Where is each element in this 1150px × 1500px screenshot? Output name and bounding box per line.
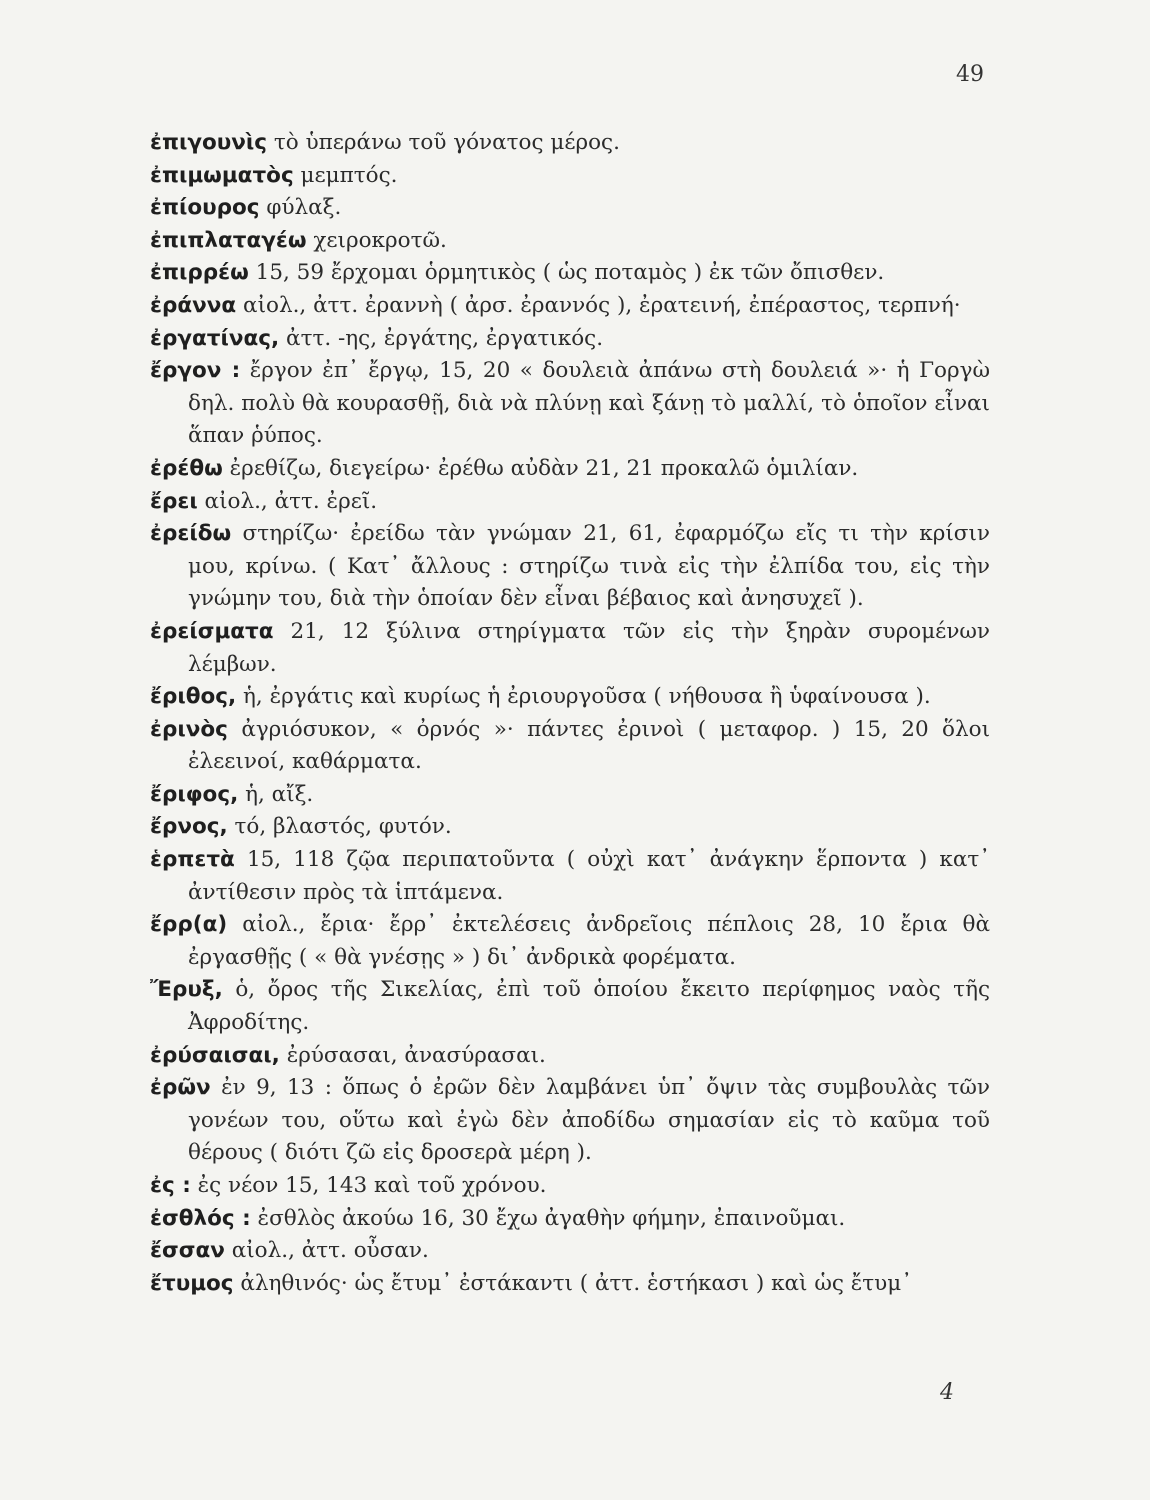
- dictionary-entry: [150, 1235, 990, 1268]
- entry-headword: ἐπιγουνὶς: [150, 130, 268, 155]
- entry-definition: 15, 118 ζῷα περιπατοῦντα ( οὐχὶ κατ᾽ ἀνάγκην ἕρποντα ) κατ᾽ ἀντίθεσιν πρὸς τὰ ἱπτάμενα.: [188, 847, 990, 905]
- dictionary-entry: [150, 1268, 990, 1301]
- dictionary-entries: [150, 127, 990, 1300]
- entry-headword: ἔρει: [150, 488, 198, 514]
- entry-headword: ἑρπετὰ: [150, 847, 235, 873]
- entry-definition: ἐς νέον 15, 143 καὶ τοῦ χρόνου.: [197, 1173, 547, 1198]
- dictionary-entry: [150, 290, 990, 323]
- dictionary-entry: [150, 811, 990, 844]
- entry-headword: ἔτυμος: [150, 1270, 234, 1296]
- entry-headword: ἐρέθω: [150, 455, 223, 481]
- entry-definition: 15, 59 ἔρχομαι ὁρμητικὸς ( ὡς ποταμὸς ) ἐκ τῶν ὄπισθεν.: [255, 260, 885, 286]
- entry-definition: ἐρύσασαι, ἀνασύρασαι.: [286, 1042, 546, 1068]
- entry-headword: Ἔρυξ,: [150, 977, 223, 1003]
- entry-definition: ἐσθλὸς ἀκούω 16, 30 ἔχω ἀγαθὴν φήμην, ἐπαινοῦμαι.: [257, 1205, 846, 1231]
- entry-headword: ἐρύσαισαι,: [150, 1042, 280, 1068]
- dictionary-entry: [150, 681, 990, 714]
- entry-definition: ἀγριόσυκον, « ὀρνός »· πάντες ἐρινοὶ ( μεταφορ. ) 15, 20 ὅλοι ἐλεεινοί, καθάρματα.: [188, 716, 990, 775]
- entry-definition: 21, 12 ξύλινα στηρίγματα τῶν εἰς τὴν ξηρὰν συρομένων λέμβων.: [188, 618, 990, 677]
- entry-definition: ἡ, αἴξ.: [245, 781, 314, 807]
- dictionary-entry: [150, 1072, 990, 1170]
- entry-headword: ἐς :: [150, 1173, 191, 1198]
- entry-headword: ἐρῶν: [150, 1075, 211, 1101]
- dictionary-entry: [150, 974, 990, 1039]
- entry-headword: ἔριθος,: [150, 684, 237, 710]
- dictionary-entry: [150, 1170, 990, 1203]
- dictionary-entry: [150, 909, 990, 974]
- entry-definition: φύλαξ.: [266, 195, 342, 221]
- dictionary-entry: [150, 518, 990, 616]
- dictionary-entry: [150, 160, 990, 193]
- dictionary-entry: [150, 453, 990, 486]
- entry-headword: ἐράννα: [150, 292, 237, 318]
- entry-definition: αἰολ., ἔρια· ἔρρ᾽ ἐκτελέσεις ἀνδρεῖοις πέπλοις 28, 10 ἔρια θὰ ἐργασθῇς ( « θὰ γνέσῃς » ) δι᾽ ἀνδρικὰ φορέματα.: [188, 912, 990, 970]
- dictionary-entry: [150, 257, 990, 290]
- entry-headword: ἐρείδω: [150, 521, 232, 547]
- dictionary-entry: [150, 714, 990, 779]
- entry-definition: αἰολ., ἀττ. ἐρεῖ.: [204, 488, 378, 514]
- entry-headword: ἐργατίνας,: [150, 325, 280, 351]
- dictionary-entry: [150, 1203, 990, 1236]
- entry-definition: μεμπτός.: [300, 162, 398, 188]
- entry-headword: ἐρινὸς: [150, 716, 228, 742]
- page-number: 49: [956, 62, 984, 87]
- entry-headword: ἔριφος,: [150, 781, 239, 807]
- dictionary-entry: [150, 844, 990, 909]
- entry-headword: ἔσσαν: [150, 1238, 225, 1264]
- entry-definition: στηρίζω· ἐρείδω τὰν γνώμαν 21, 61, ἐφαρμόζω εἴς τι τὴν κρίσιν μου, κρίνω. ( Κατ᾽ ἄλλους : στηρίζω τινὰ εἰς τὴν ἐλπίδα του, εἰς τὴν γνώμην του, διὰ τὴν ὁποίαν δὲν εἶναι βέβαιος καὶ ἀνησυχεῖ ).: [188, 521, 990, 612]
- entry-definition: ὁ, ὄρος τῆς Σικελίας, ἐπὶ τοῦ ὁποίου ἔκειτο περίφημος ναὸς τῆς Ἀφροδίτης.: [188, 977, 990, 1036]
- entry-headword: ἐπιμωματὸς: [150, 162, 294, 188]
- entry-headword: ἔργον :: [150, 358, 241, 384]
- entry-headword: ἔρρ(α): [150, 912, 228, 938]
- dictionary-entry: [150, 127, 990, 160]
- entry-definition: ἡ, ἐργάτις καὶ κυρίως ἡ ἐριουργοῦσα ( νήθουσα ἢ ὑφαίνουσα ).: [243, 684, 931, 710]
- dictionary-entry: [150, 486, 990, 519]
- entry-definition: ἀληθινός· ὡς ἔτυμ᾽ ἐστάκαντι ( ἀττ. ἑστήκασι ) καὶ ὡς ἔτυμ᾽: [240, 1270, 912, 1296]
- entry-definition: ἔργον ἐπ᾽ ἔργῳ, 15, 20 « δουλειὰ ἀπάνω στὴ δουλειά »· ἡ Γοργὼ δηλ. πολὺ θὰ κουρασθῇ, διὰ νὰ πλύνῃ καὶ ξάνῃ τὸ μαλλί, τὸ ὁποῖον εἶναι ἅπαν ῥύπος.: [188, 358, 990, 449]
- entry-definition: ἐν 9, 13 : ὅπως ὁ ἐρῶν δὲν λαμβάνει ὑπ᾽ ὄψιν τὰς συμβουλὰς τῶν γονέων του, οὕτω καὶ ἐγὼ δὲν ἀποδίδω σημασίαν εἰς τὸ καῦμα τοῦ θέρους ( διότι ζῶ εἰς δροσερὰ μέρη ).: [188, 1075, 990, 1166]
- signature-mark: 4: [940, 1380, 954, 1405]
- entry-definition: ἐρεθίζω, διεγείρω· ἐρέθω αὐδὰν 21, 21 προκαλῶ ὁμιλίαν.: [229, 455, 859, 481]
- entry-headword: ἐσθλός :: [150, 1205, 251, 1231]
- dictionary-entry: [150, 225, 990, 258]
- entry-headword: ἐπίουρος: [150, 195, 260, 221]
- entry-headword: ἐπιπλαταγέω: [150, 227, 307, 253]
- entry-definition: τό, βλαστός, φυτόν.: [234, 814, 452, 840]
- entry-headword: ἐπιρρέω: [150, 260, 249, 286]
- entry-definition: ἀττ. -ης, ἐργάτης, ἐργατικός.: [286, 325, 604, 351]
- entry-definition: τὸ ὑπεράνω τοῦ γόνατος μέρος.: [273, 130, 620, 155]
- dictionary-entry: [150, 323, 990, 356]
- entry-headword: ἐρείσματα: [150, 618, 274, 644]
- entry-definition: αἰολ., ἀττ. ἐραννὴ ( ἀρσ. ἐραννός ), ἐρατεινή, ἐπέραστος, τερπνή·: [243, 292, 961, 318]
- dictionary-entry: [150, 779, 990, 812]
- dictionary-entry: [150, 616, 990, 681]
- dictionary-entry: [150, 192, 990, 225]
- dictionary-entry: [150, 1040, 990, 1073]
- entry-definition: χειροκροτῶ.: [313, 227, 447, 253]
- dictionary-entry: [150, 355, 990, 453]
- entry-definition: αἰολ., ἀττ. οὖσαν.: [231, 1238, 429, 1264]
- entry-headword: ἔρνος,: [150, 814, 228, 840]
